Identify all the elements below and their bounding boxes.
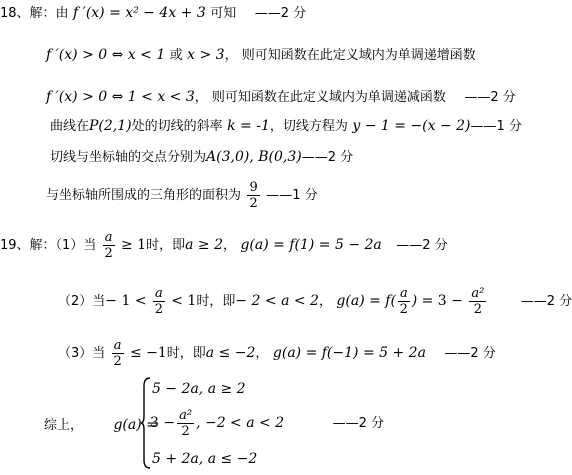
math-expr: ≤ −1	[129, 345, 167, 361]
denominator: 2	[154, 301, 164, 317]
text: ， 则可知函数在此定义域内为单调递减函数	[194, 90, 446, 105]
score: ——2 分	[464, 90, 516, 105]
math-expr: )	[411, 293, 418, 309]
text: ，	[318, 294, 332, 309]
p18-line1	[0, 4, 306, 23]
math-expr: g(a) =	[113, 417, 158, 433]
problem-number: 18、	[0, 6, 30, 21]
math-expr: − 1 <	[105, 293, 147, 309]
p18-line6	[46, 178, 318, 213]
text: ， 则可知函数在此定义域内为单调递增函数	[224, 48, 476, 63]
p18-line3	[46, 88, 516, 107]
math-expr: f ′(x) > 0 ⇔ 1 < x < 3	[46, 89, 195, 105]
math-expr: a ≥ 2	[185, 237, 223, 253]
math-expr: g(a) = f(1) = 5 − 2a	[240, 237, 382, 253]
math-expr: a ≤ −2	[205, 345, 256, 361]
denominator: 2	[104, 245, 113, 261]
score: ——2 分	[254, 6, 307, 21]
p19-line2	[58, 284, 572, 319]
score: ——2 分	[332, 416, 384, 431]
p18-line2	[46, 46, 476, 65]
text: 可知	[210, 6, 237, 21]
denominator: 2	[473, 301, 482, 317]
numerator: a	[113, 337, 122, 353]
denominator: 2	[399, 301, 408, 317]
fraction	[112, 338, 124, 369]
math-expr: k = -1	[227, 118, 270, 134]
math-expr: ≥ 1	[121, 237, 147, 253]
piecewise-case-1	[152, 380, 246, 398]
fraction	[103, 230, 115, 261]
p19-line1	[0, 228, 448, 263]
numerator: a	[155, 285, 163, 301]
numerator: a	[399, 285, 408, 301]
text: 时，即	[146, 238, 186, 253]
p18-line5	[50, 148, 353, 167]
denominator: 2	[249, 195, 258, 211]
text: 时，即	[166, 346, 206, 361]
math-expr: g(a) = f(−1) = 5 + 2a	[272, 345, 426, 361]
denominator: 2	[113, 353, 122, 369]
text: （2）当	[58, 294, 106, 309]
fraction	[177, 408, 194, 439]
text: （3）当	[58, 346, 106, 361]
math-expr: 5 + 2a, a ≤ −2	[152, 451, 258, 467]
score: ——2 分	[301, 150, 354, 165]
numerator: a²	[179, 407, 193, 423]
fraction	[247, 180, 259, 211]
score: ——1 分	[266, 188, 318, 203]
numerator: a²	[471, 285, 485, 301]
math-expr: = 3 −	[421, 293, 463, 309]
math-expr: y − 1 = −(x − 2)	[352, 118, 471, 134]
math-expr: − 2 < a < 2	[235, 293, 319, 309]
text: 时，即	[196, 294, 236, 309]
math-expr: 5 − 2a, a ≥ 2	[152, 381, 246, 397]
numerator: a	[104, 229, 113, 245]
score: ——2 分	[396, 238, 448, 253]
score: ——1 分	[470, 119, 522, 134]
p18-line4	[50, 117, 522, 136]
math-expr: f ′(x) > 0 ⇔ x < 1	[46, 47, 166, 63]
piecewise-case-2	[150, 406, 384, 441]
text: 或	[169, 48, 183, 63]
numerator: 9	[249, 179, 258, 195]
text: 综上，	[44, 418, 84, 433]
fraction	[469, 286, 486, 317]
score: ——2 分	[520, 294, 572, 309]
piecewise-case-3	[152, 450, 257, 468]
text: 曲线在	[50, 119, 90, 134]
text: ，切线方程为	[269, 119, 348, 134]
math-expr: 3 −	[150, 415, 176, 431]
text: ，	[223, 238, 237, 253]
denominator: 2	[181, 423, 190, 439]
text: 处的切线的斜率	[131, 119, 223, 134]
math-expr: g(a) = f(	[336, 293, 396, 309]
math-expr: < 1	[171, 293, 197, 309]
text: 解：（1）当	[29, 238, 97, 253]
problem-number: 19、	[0, 238, 30, 253]
text: 解：由	[29, 6, 69, 21]
math-expr: f ′(x) = x² − 4x + 3	[73, 5, 206, 21]
text: 切线与坐标轴的交点分别为	[50, 150, 207, 165]
text: 与坐标轴所围成的三角形的面积为	[46, 188, 242, 203]
math-expr: A(3,0), B(0,3)	[206, 149, 302, 165]
fraction	[398, 286, 410, 317]
math-expr: x > 3	[187, 47, 225, 63]
p19-line3	[58, 336, 496, 371]
math-expr: P(2,1)	[89, 118, 132, 134]
fraction	[153, 286, 165, 317]
math-expr: , −2 < a < 2	[196, 415, 285, 431]
text: ，	[255, 346, 269, 361]
score: ——2 分	[444, 346, 496, 361]
